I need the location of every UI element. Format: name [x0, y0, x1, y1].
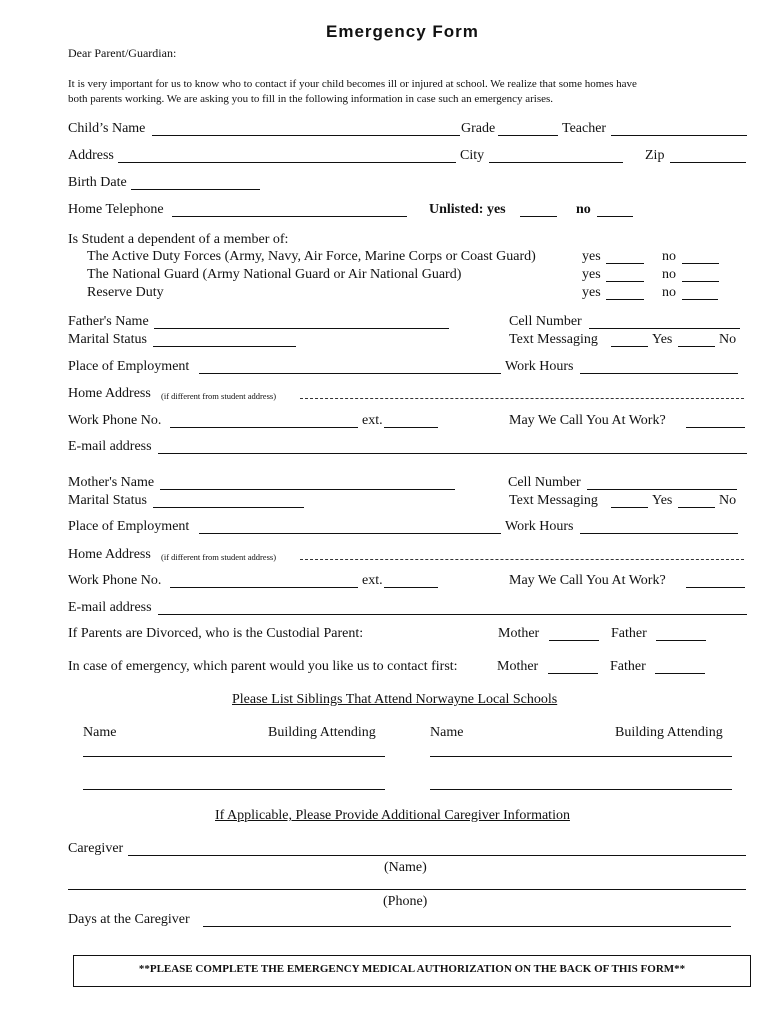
sibling-line-1-left[interactable]: [83, 756, 385, 757]
unlisted-no-label: no: [576, 202, 591, 217]
active-duty-no-field[interactable]: [682, 263, 719, 264]
father-work-phone-field[interactable]: [170, 427, 358, 428]
reserve-no-label: no: [662, 285, 676, 300]
national-guard-no-label: no: [662, 267, 676, 282]
father-cell-field[interactable]: [589, 328, 740, 329]
child-name-field[interactable]: [152, 135, 460, 136]
form-title: Emergency Form: [326, 22, 479, 41]
mother-work-phone-label: Work Phone No.: [68, 573, 162, 588]
mother-name-field[interactable]: [160, 489, 455, 490]
city-label: City: [460, 148, 485, 163]
mother-work-phone-field[interactable]: [170, 587, 358, 588]
father-texting-no-field[interactable]: [678, 346, 715, 347]
mother-cell-field[interactable]: [587, 489, 737, 490]
reserve-yes-label: yes: [582, 285, 601, 300]
national-guard-yes-field[interactable]: [606, 281, 644, 282]
dependent-option-active-duty: The Active Duty Forces (Army, Navy, Air Force, Marine Corps or Coast Guard): [87, 249, 536, 264]
mother-email-label: E-mail address: [68, 600, 152, 615]
unlisted-label: Unlisted: yes: [429, 202, 506, 217]
grade-label: Grade: [461, 121, 496, 136]
mother-marital-field[interactable]: [153, 507, 304, 508]
active-duty-yes-field[interactable]: [606, 263, 644, 264]
mother-ext-field[interactable]: [384, 587, 438, 588]
father-home-address-field[interactable]: [300, 398, 744, 399]
national-guard-no-field[interactable]: [682, 281, 719, 282]
home-telephone-label: Home Telephone: [68, 202, 164, 217]
contact-first-mother-label: Mother: [497, 659, 539, 674]
reserve-yes-field[interactable]: [606, 299, 644, 300]
caregiver-label: Caregiver: [68, 841, 124, 856]
sibling-building-header-2: Building Attending: [615, 725, 723, 740]
reserve-no-field[interactable]: [682, 299, 718, 300]
mother-home-address-field[interactable]: [300, 559, 744, 560]
father-marital-field[interactable]: [153, 346, 296, 347]
father-ext-label: ext.: [362, 413, 383, 428]
custodial-question: If Parents are Divorced, who is the Custodial Parent:: [68, 626, 364, 641]
mother-texting-yes-field[interactable]: [611, 507, 648, 508]
mother-work-hours-label: Work Hours: [505, 519, 574, 534]
mother-texting-yes-label: Yes: [652, 493, 673, 508]
address-field[interactable]: [118, 162, 456, 163]
mother-texting-label: Text Messaging: [509, 493, 598, 508]
father-cell-label: Cell Number: [509, 314, 582, 329]
caregiver-days-label: Days at the Caregiver: [68, 912, 190, 927]
mother-employment-field[interactable]: [199, 533, 501, 534]
sibling-line-2-right[interactable]: [430, 789, 732, 790]
zip-label: Zip: [645, 148, 665, 163]
intro-line-2: both parents working. We are asking you to fill in the following information in case such an emergency arises.: [68, 93, 554, 105]
address-label: Address: [68, 148, 114, 163]
zip-field[interactable]: [670, 162, 746, 163]
city-field[interactable]: [489, 162, 623, 163]
father-name-label: Father's Name: [68, 314, 149, 329]
father-call-at-work-label: May We Call You At Work?: [509, 413, 666, 428]
contact-first-father-label: Father: [610, 659, 646, 674]
dependent-option-national-guard: The National Guard (Army National Guard or Air National Guard): [87, 267, 462, 282]
father-email-label: E-mail address: [68, 439, 152, 454]
mother-home-address-note: (if different from student address): [161, 552, 277, 562]
contact-first-father-field[interactable]: [655, 673, 705, 674]
sibling-line-1-right[interactable]: [430, 756, 732, 757]
father-texting-yes-label: Yes: [652, 332, 673, 347]
child-name-label: Child’s Name: [68, 121, 146, 136]
mother-email-field[interactable]: [158, 614, 747, 615]
mother-call-at-work-field[interactable]: [686, 587, 745, 588]
mother-call-at-work-label: May We Call You At Work?: [509, 573, 666, 588]
intro-line-1: It is very important for us to know who to contact if your child becomes ill or injured at school. We realize that some homes have: [68, 78, 637, 90]
father-employment-field[interactable]: [199, 373, 501, 374]
mother-home-address-label: Home Address: [68, 547, 151, 562]
birth-date-field[interactable]: [131, 189, 260, 190]
father-name-field[interactable]: [154, 328, 449, 329]
custodial-father-field[interactable]: [656, 640, 706, 641]
sibling-name-header-2: Name: [430, 725, 464, 740]
father-texting-label: Text Messaging: [509, 332, 598, 347]
teacher-field[interactable]: [611, 135, 747, 136]
caregiver-phone-caption: (Phone): [383, 894, 428, 909]
medical-authorization-notice: [73, 955, 751, 987]
mother-texting-no-label: No: [719, 493, 737, 508]
active-duty-no-label: no: [662, 249, 676, 264]
father-marital-label: Marital Status: [68, 332, 147, 347]
mother-marital-label: Marital Status: [68, 493, 147, 508]
mother-cell-label: Cell Number: [508, 475, 581, 490]
father-home-address-note: (if different from student address): [161, 391, 277, 401]
father-texting-no-label: No: [719, 332, 737, 347]
dependent-option-reserve: Reserve Duty: [87, 285, 164, 300]
unlisted-no-field[interactable]: [597, 216, 633, 217]
teacher-label: Teacher: [562, 121, 607, 136]
caregiver-phone-field[interactable]: [68, 889, 746, 890]
mother-texting-no-field[interactable]: [678, 507, 715, 508]
father-call-at-work-field[interactable]: [686, 427, 745, 428]
sibling-line-2-left[interactable]: [83, 789, 385, 790]
mother-work-hours-field[interactable]: [580, 533, 738, 534]
siblings-heading: Please List Siblings That Attend Norwayne Local Schools: [232, 692, 558, 707]
birth-date-label: Birth Date: [68, 175, 127, 190]
father-home-address-label: Home Address: [68, 386, 151, 401]
grade-field[interactable]: [498, 135, 558, 136]
custodial-mother-field[interactable]: [549, 640, 599, 641]
father-work-phone-label: Work Phone No.: [68, 413, 162, 428]
unlisted-yes-field[interactable]: [520, 216, 557, 217]
sibling-name-header-1: Name: [83, 725, 117, 740]
caregiver-heading: If Applicable, Please Provide Additional Caregiver Information: [215, 808, 570, 823]
father-texting-yes-field[interactable]: [611, 346, 648, 347]
national-guard-yes-label: yes: [582, 267, 601, 282]
mother-name-label: Mother's Name: [68, 475, 155, 490]
mother-employment-label: Place of Employment: [68, 519, 190, 534]
father-email-field[interactable]: [158, 453, 747, 454]
father-ext-field[interactable]: [384, 427, 438, 428]
caregiver-days-field[interactable]: [203, 926, 731, 927]
sibling-building-header-1: Building Attending: [268, 725, 376, 740]
active-duty-yes-label: yes: [582, 249, 601, 264]
father-work-hours-field[interactable]: [580, 373, 738, 374]
father-employment-label: Place of Employment: [68, 359, 190, 374]
caregiver-name-caption: (Name): [384, 860, 427, 875]
dependent-question: Is Student a dependent of a member of:: [68, 232, 289, 247]
contact-first-question: In case of emergency, which parent would you like us to contact first:: [68, 659, 458, 674]
custodial-mother-label: Mother: [498, 626, 540, 641]
father-work-hours-label: Work Hours: [505, 359, 574, 374]
caregiver-name-field[interactable]: [128, 855, 746, 856]
salutation: Dear Parent/Guardian:: [68, 46, 177, 60]
custodial-father-label: Father: [611, 626, 647, 641]
home-telephone-field[interactable]: [172, 216, 407, 217]
contact-first-mother-field[interactable]: [548, 673, 598, 674]
medical-authorization-notice-text: **PLEASE COMPLETE THE EMERGENCY MEDICAL AUTHORIZATION ON THE BACK OF THIS FORM**: [138, 963, 686, 975]
mother-ext-label: ext.: [362, 573, 383, 588]
